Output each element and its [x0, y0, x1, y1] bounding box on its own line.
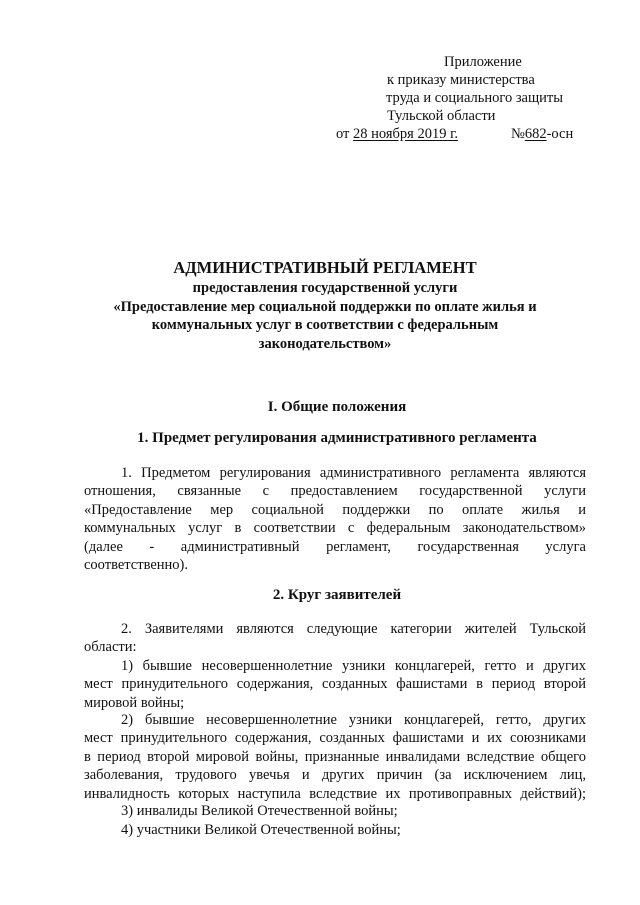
- paragraph-line: 4) участники Великой Отечественной войны;: [121, 822, 401, 838]
- paragraph-2: [84, 620, 586, 657]
- appendix-number: [511, 125, 573, 143]
- regulation-title: [70, 257, 580, 353]
- appendix-ministry: труда и социального защиты: [386, 90, 563, 106]
- appendix-date-line: [330, 125, 600, 143]
- appendix-date: 28 ноября 2019 г.: [353, 126, 459, 142]
- paragraph-line: мировой войны;: [84, 694, 185, 711]
- list-item-4: [84, 821, 586, 839]
- paragraph-line: (далее - административный регламент, государственная услуга: [84, 538, 586, 555]
- paragraph-line: коммунальных услуг в соответствии с федеральным законодательством»: [84, 520, 586, 537]
- appendix-title: Приложение: [444, 54, 522, 70]
- subsection-2-heading: 2. Круг заявителей: [272, 587, 402, 603]
- title-main: АДМИНИСТРАТИВНЫЙ РЕГЛАМЕНТ: [173, 258, 477, 277]
- list-item-1: [84, 657, 586, 712]
- paragraph-line: области:: [84, 639, 137, 656]
- paragraph-line: заболевания, трудового увечья и других причин (за исключением лиц,: [84, 767, 586, 784]
- paragraph-line: 3) инвалиды Великой Отечественной войны;: [121, 803, 398, 819]
- section-heading: I. Общие положения: [267, 399, 407, 415]
- appendix-order-ref: к приказу министерства: [387, 72, 535, 88]
- paragraph-line: 1. Предметом регулирования административного регламента являются: [121, 465, 586, 481]
- paragraph-line: 1) бывшие несовершеннолетние узники концлагерей, гетто и других: [121, 658, 586, 674]
- order-number-suffix: -осн: [546, 126, 574, 142]
- paragraph-line: мест принудительного содержания, созданных фашистами в период второй: [84, 676, 586, 693]
- subsection-1-heading: 1. Предмет регулирования административного регламента: [137, 430, 537, 446]
- paragraph-line: инвалидность которых наступила вследствие их противоправных действий);: [84, 785, 586, 802]
- appendix-region: Тульской области: [387, 108, 496, 124]
- paragraph-line: мест принудительного содержания, созданных фашистами и их союзниками: [84, 730, 586, 747]
- appendix-block: [330, 53, 600, 143]
- paragraph-line: отношения, связанные с предоставлением государственной услуги: [84, 483, 586, 500]
- title-line-2: предоставления государственной услуги: [192, 280, 458, 296]
- order-number: 682: [524, 126, 547, 142]
- paragraph-line: 2) бывшие несовершеннолетние узники концлагерей, гетто, других: [121, 712, 586, 728]
- paragraph-line: «Предоставление мер социальной поддержки по оплате жилья и: [84, 501, 586, 518]
- title-line-5: законодательством»: [258, 335, 392, 352]
- number-sign: №: [511, 126, 525, 142]
- appendix-from-label: от: [336, 126, 350, 142]
- title-line-4: коммунальных услуг в соответствии с федеральным: [151, 317, 499, 333]
- list-item-2: [84, 711, 586, 803]
- paragraph-line: соответственно).: [84, 557, 188, 574]
- paragraph-line: в период второй мировой войны, признанные инвалидами вследствие общего: [84, 748, 586, 765]
- paragraph-line: 2. Заявителями являются следующие категории жителей Тульской: [121, 621, 586, 637]
- title-line-3: «Предоставление мер социальной поддержки по оплате жилья и: [113, 298, 537, 315]
- paragraph-1: [84, 464, 586, 574]
- list-item-3: [84, 802, 586, 820]
